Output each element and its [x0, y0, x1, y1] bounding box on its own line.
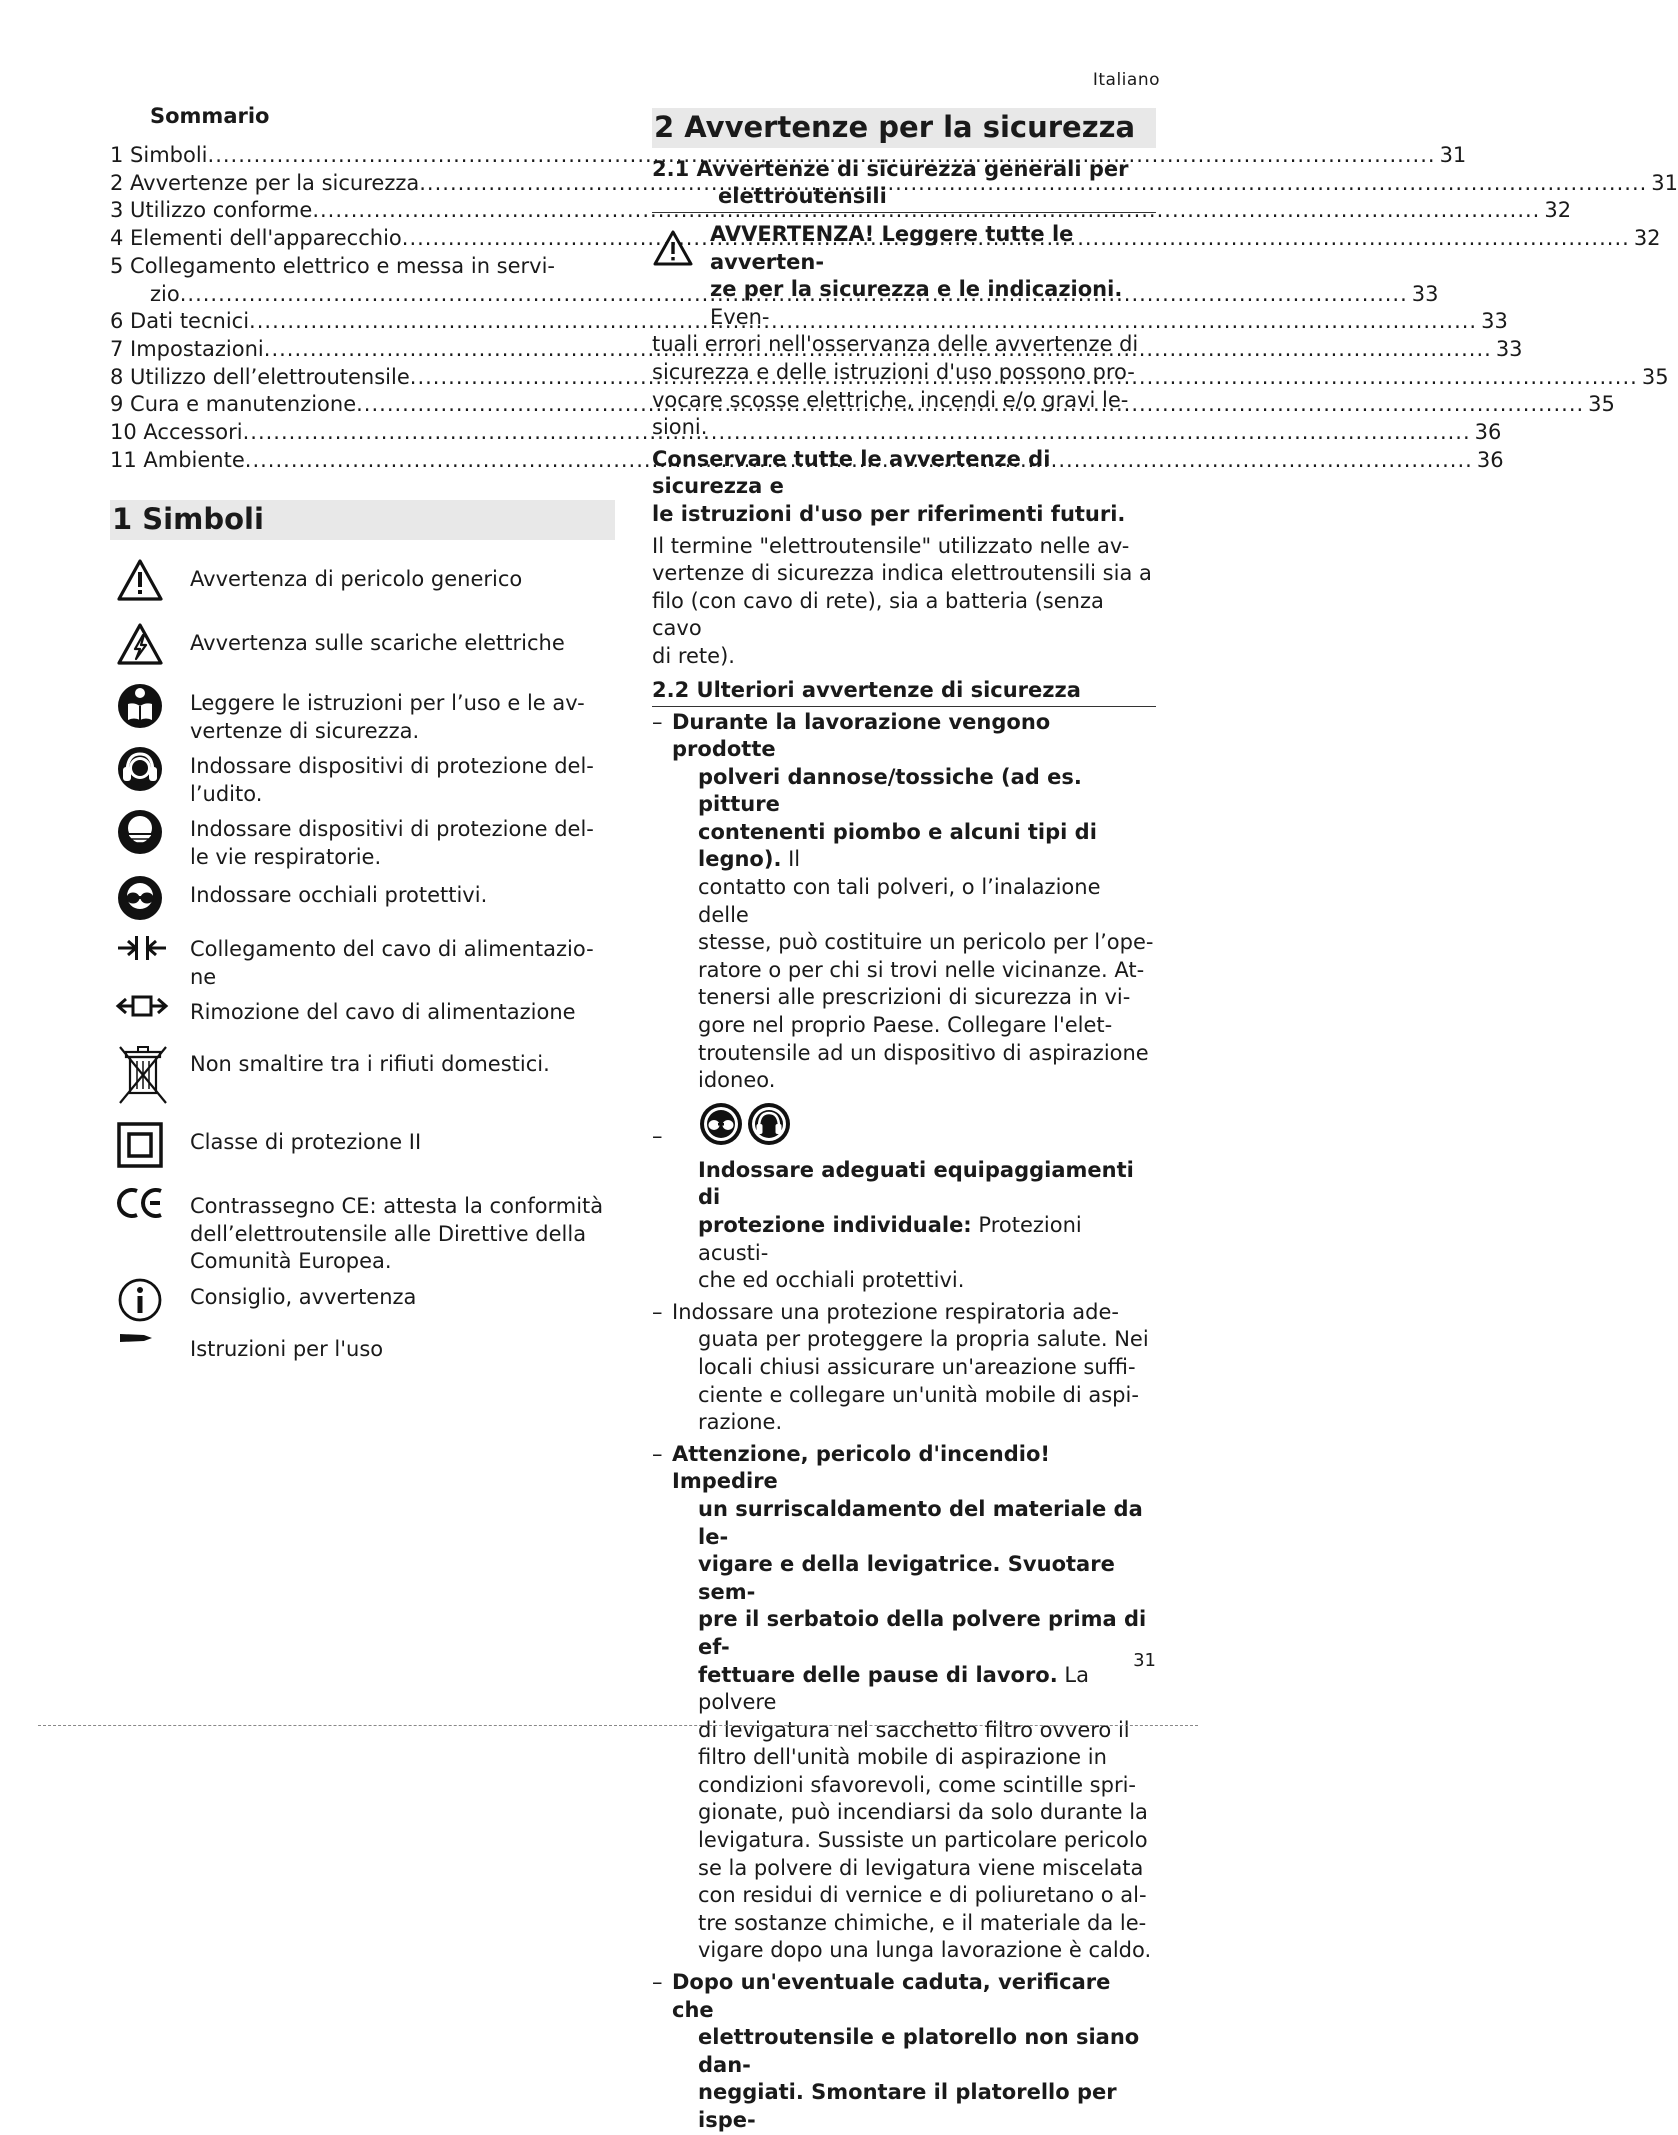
- toc-entry-text: 3 Utilizzo conforme: [110, 198, 313, 223]
- symbol-description: [190, 1121, 421, 1157]
- eye-protection-icon: [698, 1101, 744, 1157]
- text-line: vertenze di sicurezza indica elettroutensili sia a: [652, 561, 1152, 586]
- symbol-description: [190, 808, 594, 871]
- toc-entry-text: 2 Avvertenze per la sicurezza: [110, 170, 420, 195]
- text-line: sioni.: [652, 415, 708, 440]
- text-line: filtro dell'unità mobile di aspirazione in: [698, 1745, 1107, 1770]
- symbol-row: [110, 1276, 615, 1328]
- text-line: troutensile ad un dispositivo di aspirazione: [698, 1040, 1149, 1065]
- subheading-general-line1: 2.1 Avvertenze di sicurezza generali per: [652, 157, 1129, 181]
- text-line: ratore o per chi si trovi nelle vicinanze. At-: [698, 957, 1145, 982]
- warning-bold-line2: ze per la sicurezza e le indicazioni.: [710, 277, 1123, 302]
- toc-entry-page: 35: [1588, 392, 1615, 417]
- symbol-description: [190, 682, 585, 745]
- bold-line: [672, 819, 1156, 874]
- symbol-row: [110, 558, 615, 622]
- language-label: Italiano: [1092, 70, 1160, 90]
- symbol-description-line: Comunità Europea.: [190, 1249, 392, 1274]
- text-line: contatto con tali polveri, o l’inalazione delle: [698, 875, 1101, 927]
- bold-line: [672, 1496, 1156, 1551]
- respiratory-protection-icon: [110, 808, 190, 856]
- warning-triangle-icon: [110, 558, 190, 602]
- warning-bold-line1: AVVERTENZA! Leggere tutte le avverten-: [710, 222, 1074, 274]
- bold-text: fettuare delle pause di lavoro.: [698, 1662, 1058, 1687]
- symbol-description-line: Indossare occhiali protettivi.: [190, 883, 488, 908]
- symbol-description: [190, 558, 522, 594]
- symbol-description-line: dell’elettroutensile alle Direttive della: [190, 1221, 587, 1246]
- symbol-row: [110, 682, 615, 745]
- bold-line: [672, 709, 1156, 764]
- bold-text: Indossare adeguati equipaggiamenti di: [698, 1157, 1134, 1210]
- text-line: tre sostanze chimiche, e il materiale da le-: [698, 1910, 1147, 1935]
- symbol-description-line: Collegamento del cavo di alimentazio-: [190, 937, 594, 962]
- bold-line: neggiati. Smontare il platorello per ispe-: [698, 2080, 1117, 2132]
- bold-line: [672, 764, 1156, 819]
- toc-entry-page: 32: [1633, 226, 1661, 251]
- toc-entry-text: 8 Utilizzo dell’elettroutensile: [110, 364, 410, 389]
- safety-heading: 2 Avvertenze per la sicurezza: [652, 108, 1156, 148]
- bullet-fire-text: [672, 1441, 1156, 1965]
- bullet-dash: –: [652, 1123, 663, 1148]
- regular-tail: La polvere: [698, 1662, 1089, 1715]
- right-column: [652, 108, 1156, 2135]
- bold-text: polveri dannose/tossiche (ad es. pitture: [698, 764, 1082, 817]
- toc-entry-text: 11 Ambiente: [110, 447, 245, 472]
- bold-line: [672, 1212, 1156, 1267]
- text-line: filo (con cavo di rete), sia a batteria (senza cavo: [652, 588, 1104, 641]
- bold-text: protezione individuale:: [698, 1213, 972, 1237]
- bullet-fire: [652, 1441, 1156, 1965]
- bullet-dash: –: [652, 1441, 663, 1466]
- warning-tail: Even-: [710, 304, 770, 329]
- toc-entry-page: 32: [1544, 198, 1572, 223]
- ce-mark-icon: [110, 1185, 190, 1221]
- toc-entry-text: 7 Impostazioni: [110, 336, 264, 361]
- warning-triangle-icon: [652, 221, 710, 331]
- text-line: vigare dopo una lunga lavorazione è caldo.: [698, 1938, 1152, 1963]
- text-line: con residui di vernice e di poliuretano o al-: [698, 1883, 1147, 1908]
- warning-heading-text: [710, 221, 1156, 331]
- symbol-row: [110, 874, 615, 928]
- toc-entry-text: 5 Collegamento elettrico e messa in servi-: [110, 253, 556, 278]
- toc-entry-text: 1 Simboli: [110, 143, 208, 167]
- subheading-general-safety: [652, 156, 1156, 213]
- read-manual-icon: [110, 682, 190, 730]
- bold-text: un surriscaldamento del materiale da le-: [698, 1496, 1143, 1549]
- toc-entry-text: 6 Dati tecnici: [110, 309, 250, 334]
- instruction-arrow-icon: [110, 1328, 190, 1348]
- bold-line: [672, 1441, 1156, 1496]
- bullet-dust-text: [672, 709, 1156, 1095]
- symbol-row: [110, 1043, 615, 1121]
- ear-protection-icon: [746, 1101, 792, 1157]
- bullet-dust: [652, 709, 1156, 1095]
- symbol-description-line: Indossare dispositivi di protezione del-: [190, 817, 594, 842]
- bold-text: Durante la lavorazione vengono prodotte: [672, 709, 1051, 762]
- text-line: gionate, può incendiarsi da solo durante la: [698, 1800, 1148, 1825]
- text-line: vocare scosse elettriche, incendi e/o gravi le-: [652, 387, 1129, 412]
- toc-entry-page: 36: [1476, 447, 1504, 472]
- symbol-description-line: Classe di protezione II: [190, 1130, 422, 1155]
- toc-entry-page: 33: [1481, 309, 1508, 334]
- text-line: le istruzioni d'uso per riferimenti futuri.: [652, 501, 1126, 526]
- bold-text: contenenti piombo e alcuni tipi di legno).: [698, 819, 1097, 872]
- bullet-respiratory-text: [672, 1299, 1156, 1437]
- text-line: Conservare tutte le avvertenze di sicurezza e: [652, 446, 1051, 499]
- text-line: che ed occhiali protettivi.: [698, 1268, 965, 1293]
- text-line: di rete).: [652, 643, 735, 668]
- symbol-row: [110, 622, 615, 682]
- symbol-description: [190, 622, 565, 658]
- term-definition: [652, 533, 1156, 671]
- toc-entry: [110, 253, 615, 281]
- text-line: Indossare una protezione respiratoria ade-: [672, 1299, 1119, 1324]
- text-line: di levigatura nel sacchetto filtro ovvero il: [698, 1717, 1130, 1742]
- page-number: 31: [1133, 1650, 1156, 1671]
- warning-body: [652, 331, 1156, 441]
- bold-line: elettroutensile e platorello non siano dan-: [698, 2025, 1140, 2077]
- symbol-description-line: vertenze di sicurezza.: [190, 718, 420, 743]
- symbol-description-line: Indossare dispositivi di protezione del-: [190, 754, 594, 779]
- bullet-drop-text: [672, 1969, 1156, 2135]
- text-line: levigatura. Sussiste un particolare pericolo: [698, 1828, 1148, 1853]
- symbols-heading: 1 Simboli: [110, 500, 615, 540]
- text-line: locali chiusi assicurare un'areazione suffi-: [698, 1354, 1136, 1379]
- symbol-description-line: Avvertenza di pericolo generico: [190, 567, 523, 592]
- bold-text: Attenzione, pericolo d'incendio! Impedire: [672, 1441, 1050, 1494]
- symbol-description-line: ne: [190, 964, 217, 989]
- symbol-row: [110, 808, 615, 874]
- text-line: Il termine "elettroutensile" utilizzato nelle av-: [652, 533, 1130, 558]
- subheading-additional-safety: 2.2 Ulteriori avvertenze di sicurezza: [652, 677, 1156, 707]
- info-icon: [110, 1276, 190, 1324]
- text-line: gore nel proprio Paese. Collegare l'elet-: [698, 1013, 1113, 1038]
- symbol-row: [110, 991, 615, 1043]
- toc-entry-page: 31: [1651, 170, 1678, 195]
- cable-connect-icon: [110, 928, 190, 968]
- text-line: sicurezza e delle istruzioni d'uso possono pro-: [652, 359, 1135, 384]
- text-line: se la polvere di levigatura viene miscelata: [698, 1855, 1144, 1880]
- footer-divider: [38, 1725, 1198, 1726]
- toc-entry-page: 33: [1495, 336, 1523, 361]
- bullet-ppe-text: [672, 1157, 1156, 1295]
- text-line: condizioni sfavorevoli, come scintille spri-: [698, 1772, 1136, 1797]
- no-household-waste-icon: [110, 1043, 190, 1107]
- bullet-dash: –: [652, 709, 663, 734]
- symbol-description: [190, 874, 487, 910]
- symbol-description: [190, 1043, 550, 1079]
- symbol-description-line: Leggere le istruzioni per l’uso e le av-: [190, 691, 585, 716]
- ppe-icons: [672, 1101, 1156, 1157]
- toc-entry-page: 36: [1474, 420, 1502, 445]
- symbol-row: [110, 928, 615, 991]
- symbol-row: [110, 1328, 615, 1376]
- bullet-dash: –: [652, 1299, 663, 1324]
- symbol-description-line: Contrassegno CE: attesta la conformità: [190, 1194, 604, 1219]
- symbol-row: [110, 1121, 615, 1185]
- symbol-description-line: l’udito.: [190, 781, 263, 806]
- toc-entry-page: 33: [1411, 281, 1439, 306]
- symbol-row: [110, 745, 615, 808]
- symbol-description-line: Consiglio, avvertenza: [190, 1284, 417, 1309]
- bullet-drop: [652, 1969, 1156, 2135]
- bold-line: [672, 1662, 1156, 1717]
- bullet-ppe: [652, 1101, 1156, 1295]
- bold-line: Dopo un'eventuale caduta, verificare che: [672, 1970, 1111, 2022]
- bold-text: pre il serbatoio della polvere prima di ef-: [698, 1607, 1147, 1659]
- symbol-description: [190, 745, 594, 808]
- bold-line: [672, 1606, 1156, 1661]
- toc-entry-page: 31: [1439, 143, 1467, 167]
- subheading-general-line2: elettroutensili: [718, 184, 887, 208]
- symbol-description-line: Non smaltire tra i rifiuti domestici.: [190, 1052, 550, 1077]
- keep-instructions: [652, 446, 1156, 529]
- eye-protection-icon: [110, 874, 190, 922]
- symbol-row: [110, 1185, 615, 1276]
- bold-text: vigare e della levigatrice. Svuotare sem-: [698, 1552, 1115, 1604]
- cable-remove-icon: [110, 991, 190, 1021]
- toc-entry-page: 35: [1641, 364, 1669, 389]
- bold-line: [672, 1157, 1156, 1212]
- protection-class-2-icon: [110, 1121, 190, 1169]
- symbol-description-line: le vie respiratorie.: [190, 844, 382, 869]
- ear-protection-icon: [110, 745, 190, 793]
- toc-entry-text: 4 Elementi dell'apparecchio: [110, 226, 402, 251]
- symbol-description: [190, 1185, 603, 1276]
- toc-entry-text: 9 Cura e manutenzione: [110, 392, 357, 417]
- regular-tail: Protezioni acusti-: [698, 1213, 1082, 1265]
- symbol-description: [190, 928, 594, 991]
- symbol-description-line: Avvertenza sulle scariche elettriche: [190, 631, 565, 656]
- symbol-description: [190, 1276, 416, 1312]
- bullet-respiratory: [652, 1299, 1156, 1437]
- symbols-list: [110, 558, 615, 1376]
- text-line: idoneo.: [698, 1068, 776, 1093]
- toc-entry-text: 10 Accessori: [110, 420, 243, 445]
- symbol-description-line: Istruzioni per l'uso: [190, 1336, 384, 1361]
- text-line: razione.: [698, 1410, 783, 1435]
- toc-entry: [110, 197, 1572, 225]
- bold-line: [672, 1551, 1156, 1606]
- electric-warning-icon: [110, 622, 190, 666]
- symbol-description: [190, 1328, 383, 1364]
- symbol-description: [190, 991, 576, 1027]
- text-line: guata per proteggere la propria salute. Nei: [698, 1327, 1149, 1352]
- regular-tail: Il: [781, 847, 801, 872]
- warning-block: [652, 221, 1156, 331]
- text-line: tuali errori nell'osservanza delle avvertenze di: [652, 332, 1139, 357]
- toc-entry-text: zio: [150, 281, 180, 306]
- bullet-dash: –: [652, 1970, 663, 1995]
- symbol-description-line: Rimozione del cavo di alimentazione: [190, 1000, 576, 1025]
- text-line: tenersi alle prescrizioni di sicurezza in vi-: [698, 985, 1131, 1010]
- toc-title: Sommario: [150, 104, 270, 128]
- text-line: stesse, può costituire un pericolo per l’ope-: [698, 930, 1154, 955]
- text-line: ciente e collegare un'unità mobile di aspi-: [698, 1382, 1139, 1407]
